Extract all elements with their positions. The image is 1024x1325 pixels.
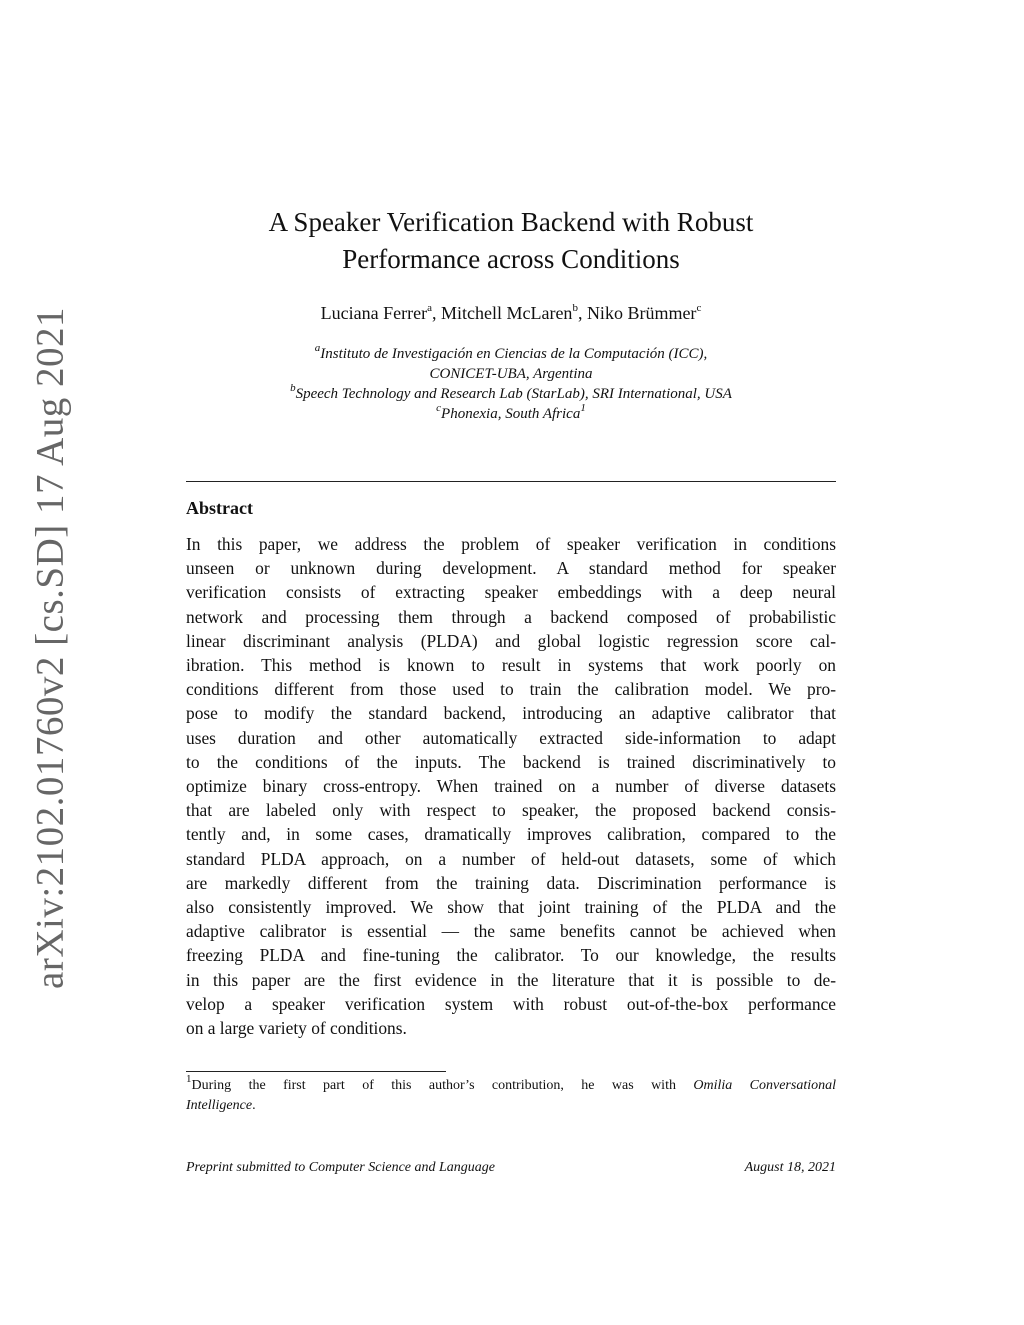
footer-date: August 18, 2021 [744, 1160, 836, 1175]
abstract-line: linear discriminant analysis (PLDA) and global logistic regression score cal- [186, 630, 836, 651]
author-list: Luciana Ferrer$^a$, Mitchell McLaren$^b$, Niko Brümmer$^c$ [320, 302, 702, 323]
affil-mark: c [436, 402, 442, 414]
author-affil-mark: a [427, 302, 432, 314]
affiliation-a [186, 344, 836, 364]
affiliation-c-text: Phonexia, South Africa [441, 406, 581, 422]
abstract-line: adaptive calibrator is essential — the same benefits cannot be achieved when [186, 921, 836, 942]
footnote-company: Omilia Conversational [693, 1078, 837, 1093]
abstract-line: verification consists of extracting speaker embeddings with a deep neural [186, 582, 836, 603]
footnote-line-1 [186, 1073, 837, 1096]
author-affil-mark: c [696, 302, 702, 314]
page-footer [186, 1160, 836, 1176]
footnote-company-cont: Intelligence [186, 1098, 253, 1113]
abstract-line: pose to modify the standard backend, introducing an adaptive calibrator that [186, 703, 836, 724]
abstract-line: to the conditions of the inputs. The backend is trained discriminatively to [186, 751, 836, 772]
affil-mark: a [314, 342, 321, 354]
footnote-rule [186, 1071, 446, 1072]
abstract-line: ibration. This method is known to result in systems that work poorly on [186, 655, 836, 676]
title-line-1: A Speaker Verification Backend with Robust [268, 207, 754, 237]
abstract-line: standard PLDA approach, on a number of held-out datasets, some of which [186, 848, 836, 869]
footnote [186, 1073, 837, 1116]
abstract-line: tently and, in some cases, dramatically improves calibration, compared to the [186, 824, 836, 845]
abstract-line: uses duration and other automatically extracted side-information to adapt [186, 727, 836, 748]
footnote-mark: 1 [186, 1073, 192, 1086]
abstract-line: In this paper, we address the problem of speaker verification in conditions [186, 534, 836, 554]
title-line-2: Performance across Conditions [342, 244, 680, 274]
abstract-top-rule [186, 481, 836, 482]
arxiv-identifier: arXiv:2102.01760v2 [cs.SD] 17 Aug 2021 [28, 307, 72, 989]
author-name: Niko Brümmer [586, 303, 697, 323]
author-name: Luciana Ferrer [320, 303, 428, 323]
author-affil-mark: b [572, 302, 578, 314]
footnote-ref: 1 [580, 402, 586, 414]
affiliation-a-text: Instituto de Investigación en Ciencias de la Computación (ICC), [320, 346, 708, 362]
footnote-text: During the first part of this author’s contribution, he was with [191, 1078, 694, 1093]
footnote-period: . [252, 1098, 256, 1113]
paper-title [186, 204, 836, 278]
author-name: Mitchell McLaren [440, 303, 573, 323]
abstract-line: velop a speaker verification system with robust out-of-the-box performance [186, 993, 836, 1014]
abstract-line: optimize binary cross-entropy. When trained on a number of diverse datasets [186, 776, 836, 797]
affiliation-b-text: Speech Technology and Research Lab (StarLab), SRI International, USA [295, 386, 732, 402]
abstract-line: also consistently improved. We show that joint training of the PLDA and the [186, 897, 836, 918]
abstract-line: that are labeled only with respect to speaker, the proposed backend consis- [186, 800, 836, 821]
abstract-line: network and processing them through a backend composed of probabilistic [186, 606, 836, 627]
abstract-line: are markedly different from the training data. Discrimination performance is [186, 872, 836, 893]
affil-mark: b [290, 382, 296, 394]
affiliation-b [186, 384, 836, 404]
footer-journal: Preprint submitted to Computer Science and Language [186, 1160, 495, 1175]
abstract-line: on a large variety of conditions. [186, 1018, 407, 1039]
abstract-text [186, 532, 836, 1040]
affiliation-c [186, 404, 836, 424]
abstract-line: conditions different from those used to train the calibration model. We pro- [186, 679, 836, 700]
abstract-line: freezing PLDA and fine-tuning the calibrator. To our knowledge, the results [186, 945, 836, 966]
affiliation-a-line2: CONICET-UBA, Argentina [429, 366, 593, 382]
abstract-line: in this paper are the first evidence in the literature that it is possible to de- [186, 969, 836, 990]
abstract-line: unseen or unknown during development. A standard method for speaker [186, 558, 836, 579]
affiliations [186, 344, 836, 424]
footnote-line-2 [186, 1096, 836, 1116]
abstract-heading: Abstract [186, 498, 253, 518]
